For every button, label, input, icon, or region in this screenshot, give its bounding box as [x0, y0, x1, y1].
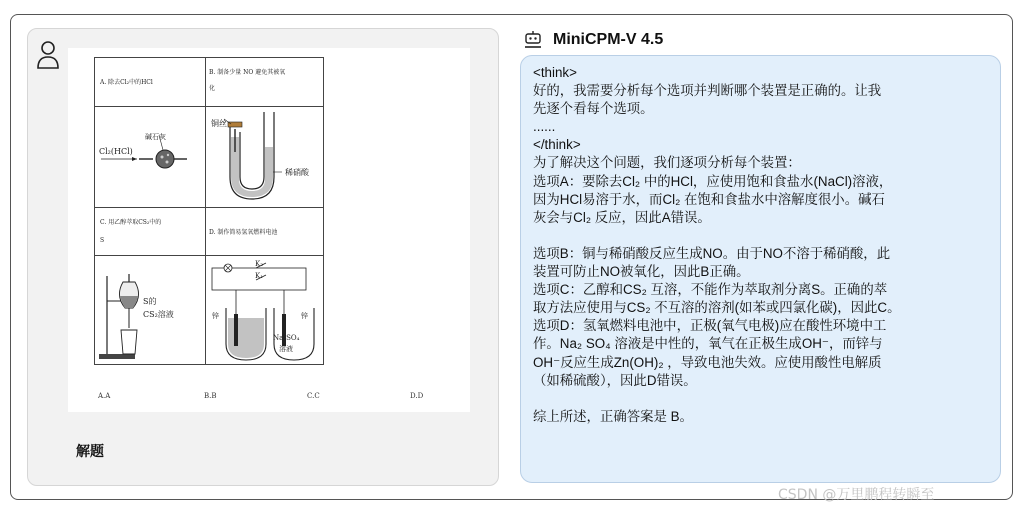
response-line — [533, 390, 993, 408]
answer-option-d: D.D — [410, 392, 424, 400]
question-table: A. 除去Cl₂中的HCl B. 制备少量 NO 避免其被氧 化 C. 用乙醇萃取CS₂中的 S D. 制作简易氢氧燃料电池 Cl₂(HCl) 碱石灰 铜丝 稀硝酸 S的 CS₂溶液 K₂ K₁ 锌 锌 Na₂SO₄ 溶液 — [94, 57, 324, 365]
assistant-header — [523, 30, 663, 50]
robot-icon — [523, 30, 543, 50]
option-b-caption: B. 制备少量 NO 避免其被氧 — [209, 69, 286, 76]
response-line: 灰会与Cl₂ 反应，因此A错误。 — [533, 209, 711, 225]
option-d-caption: D. 制作简易氢氧燃料电池 — [209, 229, 278, 236]
response-line: </think> — [533, 137, 581, 153]
response-line: 取方法应使用与CS₂ 不互溶的溶剂(如苯或四氯化碳)，因此C。 — [533, 300, 901, 316]
response-line: 先逐个看每个选项。 — [533, 101, 654, 117]
answer-option-b: B.B — [204, 392, 217, 400]
option-b-caption-2: 化 — [209, 85, 216, 92]
question-image — [68, 48, 470, 412]
response-line — [533, 227, 993, 245]
response-line: 好的，我需要分析每个选项并判断哪个装置是正确的。让我 — [533, 83, 882, 99]
user-icon — [36, 40, 60, 70]
option-a-caption: A. 除去Cl₂中的HCl — [100, 79, 153, 86]
user-prompt-text: 解题 — [76, 444, 104, 460]
answer-option-c: C.C — [307, 392, 320, 400]
response-line: 作。Na₂ SO₄ 溶液是中性的，氧气在正极生成OH⁻，而锌与 — [533, 336, 883, 352]
response-line: （如稀硫酸），因此D错误。 — [533, 372, 697, 388]
option-c-caption: C. 用乙醇萃取CS₂中的 — [100, 219, 162, 226]
response-line: 装置可防止NO被氧化，因此B正确。 — [533, 264, 750, 280]
response-line: 选项B：铜与稀硝酸反应生成NO。由于NO不溶于稀硝酸，此 — [533, 245, 891, 261]
option-c-caption-2: S — [100, 237, 105, 244]
response-line: ...... — [533, 119, 556, 135]
response-line: 选项C：乙醇和CS₂ 互溶，不能作为萃取剂分离S。正确的萃 — [533, 282, 888, 298]
response-line: OH⁻反应生成Zn(OH)₂ ，导致电池失效。应使用酸性电解质 — [533, 354, 882, 370]
response-line: 选项D：氢氧燃料电池中，正极(氧气电极)应在酸性环境中工 — [533, 318, 887, 334]
response-line: 为了解决这个问题，我们逐项分析每个装置： — [533, 155, 801, 171]
watermark: CSDN @万里鹏程转瞬至 — [778, 487, 935, 503]
assistant-name: MiniCPM-V 4.5 — [553, 31, 664, 48]
response-line: 综上所述，正确答案是 B。 — [533, 408, 693, 424]
response-line: 因为HCl易溶于水，而Cl₂ 在饱和食盐水中溶解度很小。碱石 — [533, 191, 885, 207]
response-line: 选项A：要除去Cl₂ 中的HCl，应使用饱和食盐水(NaCl)溶液， — [533, 173, 893, 189]
answer-option-a: A.A — [98, 392, 111, 400]
assistant-response — [533, 64, 993, 426]
response-line: <think> — [533, 65, 577, 80]
